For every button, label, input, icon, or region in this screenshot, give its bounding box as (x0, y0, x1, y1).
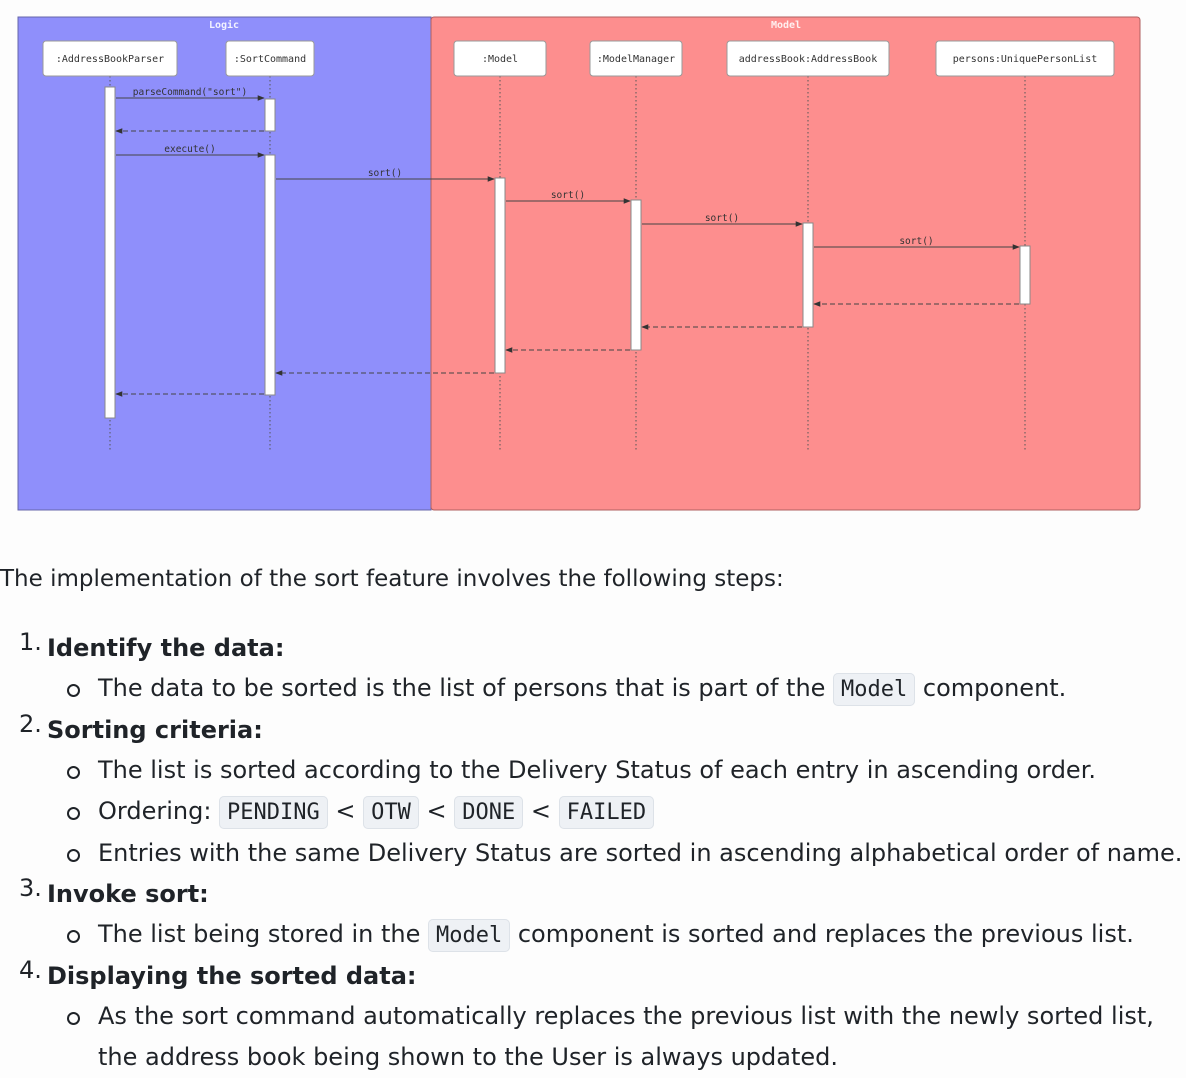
inline-code: PENDING (219, 796, 328, 829)
bullet-text: Ordering: (98, 797, 220, 825)
inline-code: Model (428, 919, 510, 952)
bullet-circle-icon (67, 684, 80, 697)
model-partition-label: Model (770, 20, 802, 31)
step-number: 3. (19, 874, 42, 902)
step-bullets (47, 996, 1186, 1078)
bullet-text: component is sorted and replaces the previous list. (510, 920, 1134, 948)
activation-bar-sortcmd (265, 155, 275, 395)
bullet-item (47, 668, 1186, 710)
step-title: Identify the data: (47, 634, 285, 662)
step-item (0, 710, 1186, 874)
step-bullets (47, 668, 1186, 710)
step-number: 4. (19, 956, 42, 984)
step-title: Sorting criteria: (47, 716, 263, 744)
message-label: sort() (899, 236, 934, 247)
step-bullets (47, 914, 1186, 956)
participant-label-persons: persons:UniquePersonList (952, 54, 1098, 65)
participant-label-sortcmd: :SortCommand (233, 54, 307, 65)
step-item (0, 874, 1186, 956)
bullet-item (47, 750, 1186, 791)
bullet-text: < (523, 797, 559, 825)
bullet-text: The data to be sorted is the list of persons that is part of the (98, 674, 834, 702)
inline-code: DONE (454, 796, 523, 829)
bullet-circle-icon (67, 766, 80, 779)
bullet-circle-icon (67, 849, 80, 862)
message-label: parseCommand("sort") (132, 87, 248, 98)
bullet-circle-icon (67, 930, 80, 943)
bullet-text: component. (915, 674, 1067, 702)
message-label: execute() (164, 144, 216, 155)
message-label: sort() (550, 190, 586, 201)
step-item (0, 956, 1186, 1078)
bullet-text: Entries with the same Delivery Status are sorted in ascending alphabetical order of name. (98, 839, 1183, 867)
participant-label-manager: :ModelManager (596, 54, 676, 65)
participant-label-model: :Model (481, 54, 519, 65)
step-title: Displaying the sorted data: (47, 962, 417, 990)
step-bullets (47, 750, 1186, 874)
activation-bar-manager (631, 200, 641, 350)
model-partition (431, 17, 1140, 510)
bullet-item (47, 791, 1186, 833)
bullet-text: < (418, 797, 455, 825)
step-title: Invoke sort: (47, 880, 209, 908)
inline-code: OTW (363, 796, 419, 829)
activation-bar-sortcmd (265, 99, 275, 131)
inline-code: Model (833, 673, 915, 706)
intro-paragraph: The implementation of the sort feature involves the following steps: (0, 566, 784, 592)
bullet-text: As the sort command automatically replaces the previous list with the newly sorted list, the address book being shown to the User is always updated. (98, 1002, 1154, 1071)
logic-partition-label: Logic (208, 20, 240, 31)
activation-bar-ab (803, 223, 813, 327)
bullet-text: The list being stored in the (98, 920, 428, 948)
activation-bar-parser (105, 87, 115, 418)
bullet-circle-icon (67, 807, 80, 820)
step-number: 2. (19, 710, 42, 738)
participant-label-parser: :AddressBookParser (55, 54, 165, 65)
steps-list (0, 628, 1186, 1078)
step-number: 1. (19, 628, 42, 656)
participant-label-ab: addressBook:AddressBook (738, 54, 878, 65)
bullet-circle-icon (67, 1012, 80, 1025)
bullet-item (47, 996, 1186, 1078)
bullet-item (47, 833, 1186, 874)
bullet-item (47, 914, 1186, 956)
step-item (0, 628, 1186, 710)
message-label: sort() (704, 213, 740, 224)
bullet-text: < (327, 797, 364, 825)
activation-bar-model (495, 178, 505, 373)
activation-bar-persons (1020, 246, 1030, 304)
message-label: sort() (367, 168, 403, 179)
inline-code: FAILED (559, 796, 654, 829)
bullet-text: The list is sorted according to the Delivery Status of each entry in ascending order. (98, 756, 1096, 784)
